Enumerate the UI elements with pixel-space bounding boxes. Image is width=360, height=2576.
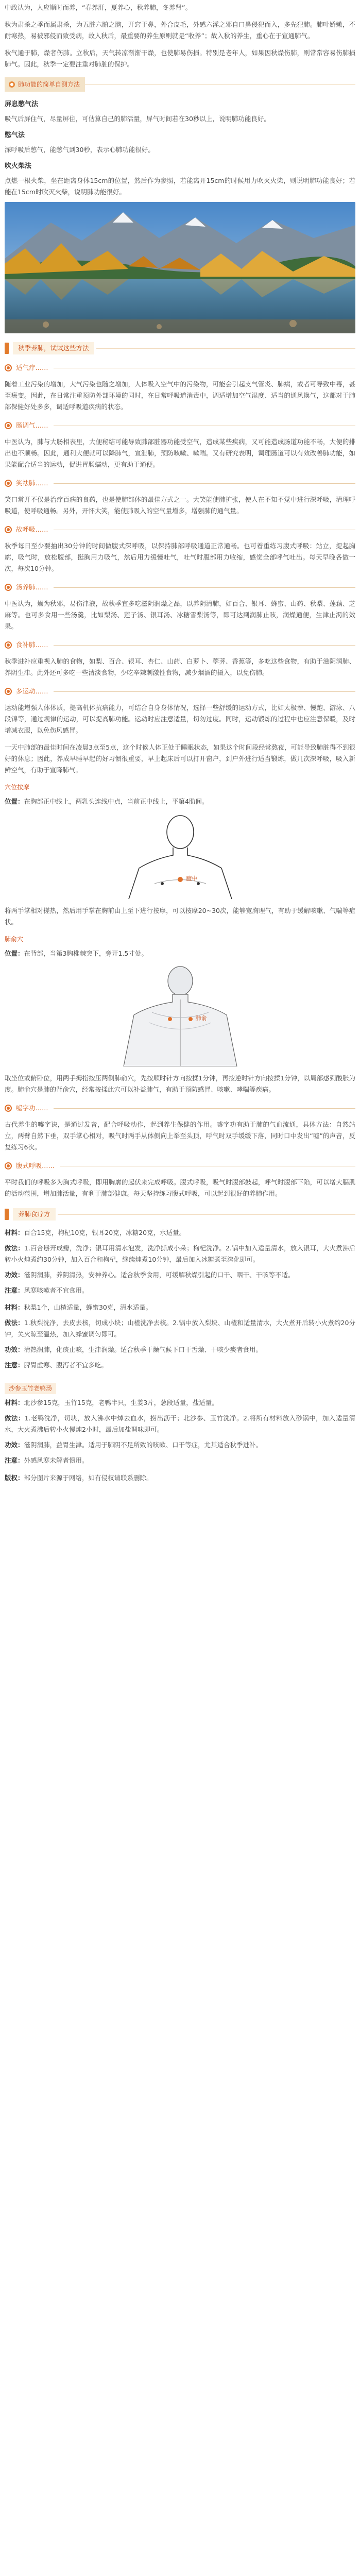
recipe-method bbox=[5, 1317, 355, 1340]
intro-paragraph: 中政认为，人应顺时而养，“春养肝，夏养心，秋养肺，冬养肾”。 bbox=[5, 4, 192, 11]
recipe-note bbox=[5, 1455, 355, 1466]
method-body: 笑口常开不仅是治疗百病的良药，也是使肺部体的最佳方式之一。大笑能使肺扩张，使人在不知不觉中进行深呼吸，清理呼吸道，使呼吸通畅。另外，开怀大笑，能使肺吸入的空气量增多，增强肺的通气量。 bbox=[5, 496, 355, 515]
section-header-self-test bbox=[5, 77, 355, 92]
method-divider bbox=[54, 587, 355, 588]
method-header bbox=[5, 524, 355, 535]
recipe-field-text: 滋阴润肺，益胃生津。适用于肺阴不足所致的咳嗽、口干等症，尤其适合秋季进补。 bbox=[24, 1441, 263, 1449]
method-label: 笑祛肺…… bbox=[16, 479, 48, 487]
bullet-icon bbox=[5, 584, 12, 591]
test-body: 吸气后屏住气，尽量屏住，可估算自己的肺活量，屏气时间若在30秒以上，说明肺功能良好。 bbox=[5, 115, 270, 123]
method-body: 一天中肺部的最佳时间在凌晨3点至5点，这个时候人体正处于睡眠状态，如果这个时间段经常熬夜，可能导致肺脏得不到很好的休息；因此，养成早睡早起的好习惯很重要，早上起床后可以打开窗户，到户外进行适当锻炼，做几次深呼吸，吸入新鲜空气，有助于宣降肺气。 bbox=[5, 743, 355, 774]
method-divider bbox=[54, 645, 355, 646]
method-label: 适气疗…… bbox=[16, 364, 48, 371]
section-header-methods bbox=[5, 342, 355, 355]
breath-list bbox=[5, 1103, 355, 1199]
acupoint-tag: 肺俞穴 bbox=[5, 936, 24, 943]
back-outline-illustration bbox=[113, 963, 247, 1066]
method-label: 食补肺…… bbox=[16, 641, 48, 649]
acupoint-position-label: 位置： bbox=[5, 798, 24, 805]
bullet-icon bbox=[5, 364, 12, 371]
acupoint-tanzhong bbox=[5, 796, 355, 928]
method-header bbox=[5, 478, 355, 489]
acupoint-feishu bbox=[5, 934, 355, 1095]
method-divider bbox=[54, 691, 355, 692]
autumn-lake-photo bbox=[5, 202, 355, 333]
recipe-field-label: 材料： bbox=[5, 1303, 24, 1311]
recipe-field-text: 外感风寒未解者慎用。 bbox=[24, 1456, 89, 1464]
recipe-field-label: 注意： bbox=[5, 1286, 24, 1294]
breath-label: 嘘字功…… bbox=[16, 1104, 48, 1112]
method-body: 秋季进补应重视入肺的食物，如梨、百合、银耳、杏仁、山药、白萝卜、荸荠、香蕉等，多吃这些食物，有助于滋阴润肺、养阴生津。此外还可多吃一些清淡食物，少吃辛辣刺激性食物，减少烟酒的摄入，以免伤肺。 bbox=[5, 657, 355, 676]
recipe-field-text: 百合15克，枸杞10克，银耳20克，冰糖20克，水适量。 bbox=[24, 1229, 186, 1236]
footer-label: 版权： bbox=[5, 1474, 24, 1482]
recipe-method bbox=[5, 1243, 355, 1265]
recipe-field-label: 材料： bbox=[5, 1229, 24, 1236]
recipe-field-text: 北沙参15克，玉竹15克，老鸭半只，生姜3片，葱段适量，盐适量。 bbox=[24, 1399, 218, 1406]
recipe-field-text: 1.秋梨洗净，去皮去核，切成小块；山楂洗净去核。2.锅中放入梨块、山楂和适量清水，大火煮开后转小火煮约20分钟，关火晾至温热，加入蜂蜜调匀即可。 bbox=[5, 1319, 355, 1338]
circle-bullet-icon bbox=[9, 81, 15, 88]
method-body: 运动能增强人体体质，提高机体抗病能力，可结合自身身体情况，选择一些舒缓的运动方式，比如太极拳、慢跑、游泳、八段锦等，通过规律的运动，可以提高肺功能。运动时应注意适量，切勿过度。同时，运动锻炼的过程中也应注意保暖，及时增减衣服，以免伤风感冒。 bbox=[5, 704, 355, 734]
acupoint-position bbox=[5, 796, 355, 807]
method-body: 中医认为，肺与大肠相表里，大便秘结可能导致肺部脏器功能受空气，造成某些疾病，又可能造成肠道功能不畅，大便的排出也不顺畅。因此，通利大便就可以降肺气，宣泄肺，预防咳嗽、嗽喘。又有研究表明，调理肠道可以有效改善肺功能，如果能配合适当的运动，促进胃肠蠕动，更有助于通便。 bbox=[5, 438, 355, 468]
acupoint-position-label: 位置： bbox=[5, 950, 24, 957]
bullet-icon bbox=[5, 1162, 12, 1170]
test-title: 吹火柴法 bbox=[5, 162, 32, 170]
method-body: 秋季每日至少要抽出30分钟的时间做腹式深呼吸，以保持肺部呼吸通道正常通畅。也可着重练习腹式呼吸：站立，提起胸廓，吸气时，放松腹部，挺胸用力吸气，然后用力缓慢吐气，吐气时腹部用力收缩，感觉全部呼气吐出。每天早晚各做一次，每次10分钟。 bbox=[5, 542, 355, 572]
recipe-materials bbox=[5, 1397, 355, 1409]
method-label: 汤养肺…… bbox=[16, 583, 48, 591]
footer-text: 部分图片来源于网络，如有侵权请联系删除。 bbox=[24, 1474, 153, 1482]
method-header bbox=[5, 582, 355, 593]
recipes-list bbox=[5, 1227, 355, 1466]
breath-body: 平时我们的呼吸多为胸式呼吸，即用胸廓的起伏来完成呼吸。腹式呼吸，吸气时腹部鼓起，呼气时腹部下陷，可以增大膈肌的活动范围，增加肺活量，有利于肺部健康。每天坚持练习腹式呼吸，可以起到很好的养肺作用。 bbox=[5, 1178, 355, 1197]
acupoint-figure-label: 膻中 bbox=[186, 875, 198, 882]
section-divider bbox=[96, 348, 355, 349]
recipe-effect bbox=[5, 1439, 355, 1451]
section-divider bbox=[58, 1214, 355, 1215]
recipe-field-text: 秋梨1个，山楂适量，蜂蜜30克，清水适量。 bbox=[24, 1303, 152, 1311]
recipe-field-text: 清热润肺，化痰止咳，生津润燥。适合秋季干燥气候下口干舌燥、干咳少痰者食用。 bbox=[24, 1346, 263, 1353]
breath-label: 腹式呼吸…… bbox=[16, 1162, 55, 1170]
section-divider bbox=[85, 84, 355, 85]
method-body: 随着工业污染的增加，大气污染也随之增加，人体吸入空气中的污染物，可能会引起支气管炎、肺病，或者可导致中毒，甚至癌变。因此，在日常注重预防外部环境的同时，在日常呼吸道消毒中，调适增加空气湿度、适当的通风换气，这都对于肺部保健好处多多，调适呼吸道疾病的状态。 bbox=[5, 380, 355, 411]
breath-header bbox=[5, 1103, 355, 1114]
intro-paragraph: 秋为肃杀之季而属肃杀，为五脏六腑之脑，开窍于鼻，外合皮毛，外感六淫之邪自口鼻侵犯而入，多先犯肺。肺叶娇嫩，不耐寒热，易被邪侵而致受病，故入秋后，最重要的养生原则就是“收养”；故入秋的养生，重心在于宣通肺气。 bbox=[5, 21, 355, 40]
method-header bbox=[5, 686, 355, 697]
recipe-field-text: 脾胃虚寒、腹泻者不宜多吃。 bbox=[24, 1361, 108, 1369]
method-label: 故呼吸…… bbox=[16, 526, 48, 533]
recipe-field-label: 注意： bbox=[5, 1361, 24, 1369]
recipe-method bbox=[5, 1413, 355, 1435]
breath-header bbox=[5, 1160, 355, 1172]
recipe-field-text: 风寒咳嗽者不宜食用。 bbox=[24, 1286, 89, 1294]
recipe-field-label: 做法： bbox=[5, 1244, 24, 1252]
recipe-title: 沙参玉竹老鸭汤 bbox=[5, 1383, 56, 1394]
acupoint-position-text: 在胸部正中线上，两乳头连线中点，当前正中线上，平第4肋间。 bbox=[24, 798, 209, 805]
recipe-materials bbox=[5, 1227, 355, 1239]
bullet-icon bbox=[5, 526, 12, 533]
recipe-materials bbox=[5, 1302, 355, 1313]
section-stripe bbox=[5, 343, 9, 354]
section-title: 养肺食疗方 bbox=[13, 1208, 56, 1221]
test-body: 深呼吸后憋气，能憋气到30秒，表示心肺功能很好。 bbox=[5, 146, 155, 154]
acupoint-method: 取坐位或俯卧位，用两手拇指按压两侧肺俞穴，先按顺时针方向按揉1分钟，再按逆时针方向按揉1分钟，以局部感到酸胀为度。肺俞穴是肺的背俞穴，经常按揉此穴可以补益肺气，有助于预防感冒、咳嗽、哮喘等疾病。 bbox=[5, 1074, 355, 1093]
feishu-figure bbox=[113, 963, 247, 1066]
acupoint-position bbox=[5, 948, 355, 959]
method-header bbox=[5, 362, 355, 374]
recipe bbox=[5, 1227, 355, 1296]
acupoint-section-title: 穴位按摩 bbox=[5, 784, 30, 791]
method-label: 肠调气…… bbox=[16, 421, 48, 429]
method-divider bbox=[54, 483, 355, 484]
bullet-icon bbox=[5, 480, 12, 487]
bullet-icon bbox=[5, 641, 12, 649]
section-tag bbox=[5, 77, 85, 92]
recipe-field-label: 材料： bbox=[5, 1399, 24, 1406]
self-test-list bbox=[5, 99, 355, 198]
recipe-field-text: 1.百合掰开成瓣，洗净；银耳用清水泡发，洗净撕成小朵；枸杞洗净。2.锅中加入适量清水，放入银耳，大火煮沸后转小火炖煮约30分钟，加入百合和枸杞，继续炖煮10分钟，最后加入冰糖煮至溶化即可。 bbox=[5, 1244, 355, 1263]
recipe-field-label: 注意： bbox=[5, 1456, 24, 1464]
test-title: 屏息憋气法 bbox=[5, 100, 39, 108]
section-stripe bbox=[5, 1209, 9, 1220]
recipe-effect bbox=[5, 1344, 355, 1355]
recipe-field-label: 做法： bbox=[5, 1414, 25, 1422]
recipe bbox=[5, 1377, 355, 1466]
method-header bbox=[5, 639, 355, 651]
acupoint-position-text: 在背部，当第3胸椎棘突下，旁开1.5寸处。 bbox=[24, 950, 148, 957]
recipe-field-label: 功效： bbox=[5, 1271, 24, 1279]
breath-divider bbox=[54, 1108, 355, 1109]
breath-body: 古代养生的嘘字诀，是通过发音，配合呼吸动作，起到养生保健的作用。嘘字功有助于肺的气血流通，具体方法：自然站立，两臂自然下垂，双手掌心相对，吸气时两手从体侧向上举至头顶，呼气时双手缓缓下落，同时口中发出“嘘”的声音，反复练习6次。 bbox=[5, 1121, 355, 1151]
methods-list bbox=[5, 362, 355, 776]
recipe-field-label: 做法： bbox=[5, 1319, 24, 1327]
intro-paragraph: 秋气通于肺，燥者伤肺。立秋后，天气转凉渐渐干燥，也使肺易伤损。特别是老年人，如果因秋燥伤肺，则常常容易伤肺损肺气。因此，秋季一定要注重对肺脏的保护。 bbox=[5, 49, 355, 68]
recipe-note bbox=[5, 1285, 355, 1296]
recipe-field-text: 1.老鸭洗净，切块，放入沸水中焯去血水，捞出沥干；北沙参、玉竹洗净。2.将所有材料放入砂锅中，加入适量清水，大火煮沸后转小火慢炖2小时，最后加盐调味即可。 bbox=[5, 1414, 355, 1433]
recipe bbox=[5, 1302, 355, 1371]
method-body: 中医认为，燥为秋邪，易伤津液，故秋季宜多吃滋阴润燥之品，以养阴清肺，如百合、银耳、蜂蜜、山药、秋梨、莲藕、芝麻等。也可多食用一些汤羹，比如梨汤、莲子汤、银耳汤、冰糖雪梨汤等，即可达到润肺止咳，润燥通便，生津止渴的效果。 bbox=[5, 600, 355, 630]
method-header bbox=[5, 420, 355, 431]
bullet-icon bbox=[5, 688, 12, 695]
chest-outline-illustration bbox=[124, 811, 237, 899]
method-label: 多运动…… bbox=[16, 687, 48, 695]
test-body: 点燃一根火柴，坐在距离身体15cm的位置，然后作为参照，若能离开15cm的时候用力吹灭火柴，则说明肺功能良好；若能在15cm时吹灭火柴，说明肺功能很好。 bbox=[5, 177, 355, 196]
tanzhong-figure bbox=[124, 811, 237, 899]
recipe-note bbox=[5, 1360, 355, 1371]
section-title: 秋季养肺，试试这些方法 bbox=[13, 342, 94, 354]
section-title: 肺功能的简单自测方法 bbox=[18, 81, 80, 88]
autumn-lake-photo-illustration bbox=[5, 202, 355, 333]
recipe-field-text: 滋阴润肺，养阴清热，安神养心。适合秋季食用，可缓解秋燥引起的口干、咽干、干咳等不适。 bbox=[24, 1271, 295, 1279]
recipe-effect bbox=[5, 1269, 355, 1281]
section-header-recipes bbox=[5, 1208, 355, 1221]
bullet-icon bbox=[5, 422, 12, 429]
bullet-icon bbox=[5, 1105, 12, 1112]
footer-note bbox=[5, 1472, 355, 1484]
recipe-field-label: 功效： bbox=[5, 1441, 24, 1449]
recipe-field-label: 功效： bbox=[5, 1346, 24, 1353]
intro-section bbox=[5, 2, 355, 70]
acupoint-method: 将两手掌相对搓热，然后用手掌在胸前由上至下进行按摩，可以按摩20~30次，能够宽胸理气，有助于缓解咳嗽、气喘等症状。 bbox=[5, 907, 355, 926]
test-title: 憋气法 bbox=[5, 131, 25, 139]
acupoint-figure-label: 肺俞 bbox=[195, 1015, 207, 1022]
